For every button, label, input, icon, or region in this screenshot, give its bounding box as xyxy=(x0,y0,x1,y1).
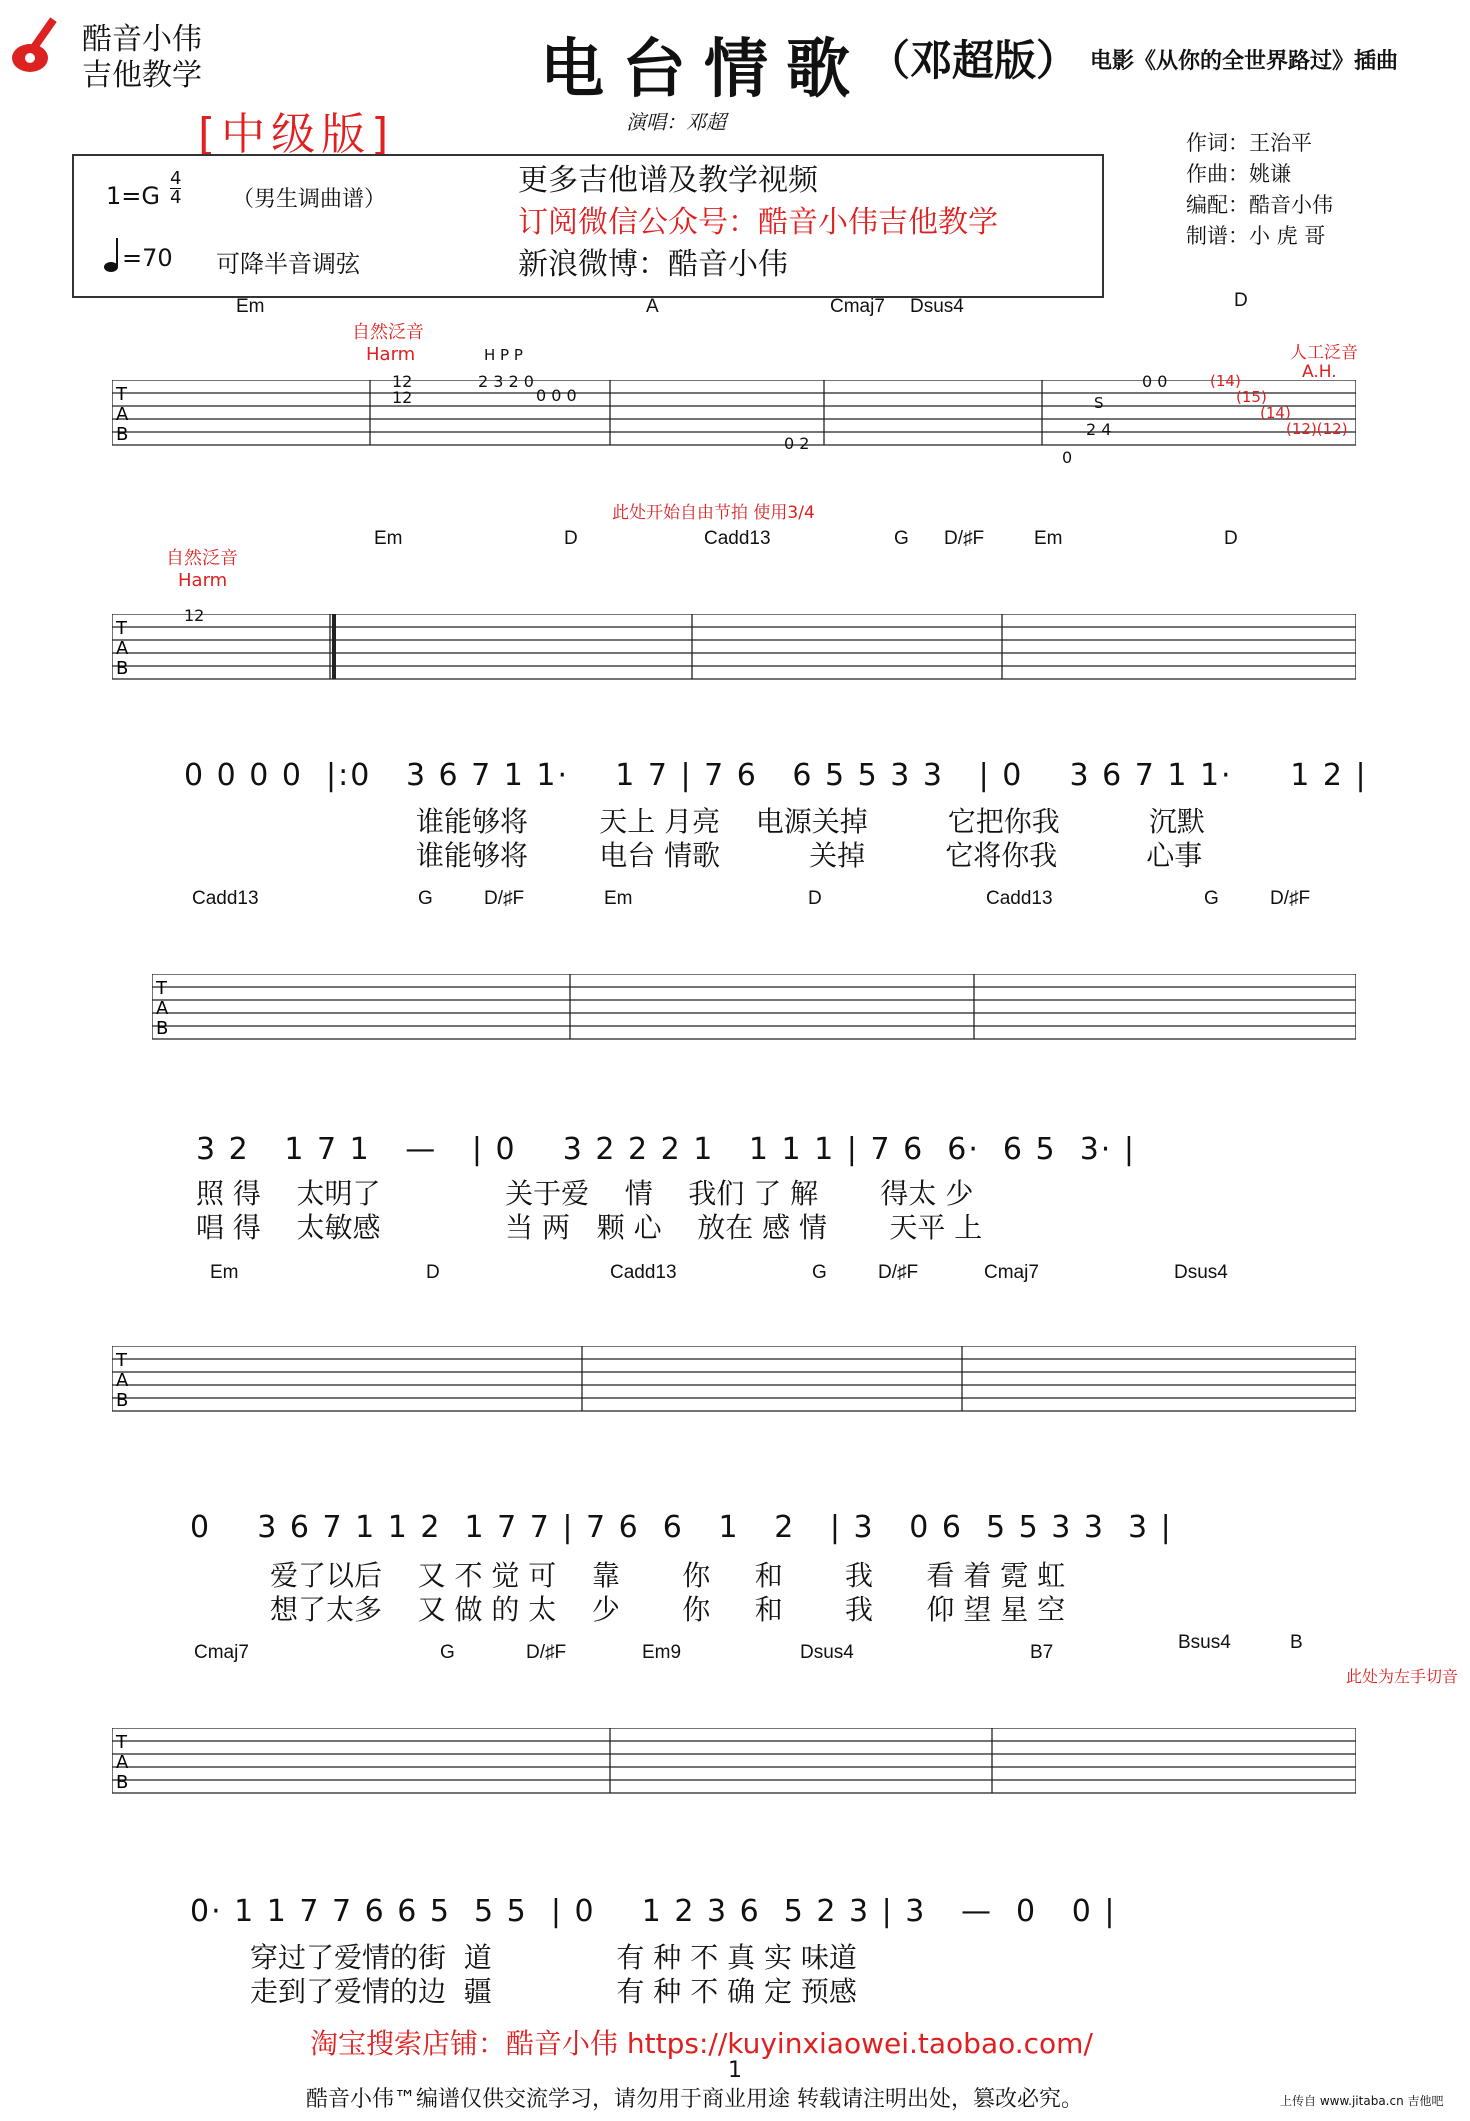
tab-staff xyxy=(112,1346,1356,1426)
chord-name: B xyxy=(1290,1632,1303,1653)
key-note: （男生调曲谱） xyxy=(232,187,387,212)
harmonic-fret: (15) xyxy=(1236,388,1267,406)
promo-weibo: 新浪微博：酷音小伟 xyxy=(518,247,788,282)
time-signature: 4 4 xyxy=(170,168,182,208)
harmonic-fret: (14) xyxy=(1210,372,1241,390)
harm-note-1: 自然泛音 xyxy=(352,322,424,343)
singer-label: 演唱：邓超 xyxy=(626,110,726,134)
chord-name: Cmaj7 xyxy=(984,1262,1039,1283)
lyrics-verse1: 照 得 太明了 关于爱 情 我们 了 解 得太 少 xyxy=(196,1177,974,1210)
tab-fret: 12 xyxy=(392,372,413,391)
page-number: 1 xyxy=(728,2058,742,2083)
tab-slide: S xyxy=(1094,394,1104,412)
harmonic-fret: (12)(12) xyxy=(1286,420,1348,438)
svg-text:B: B xyxy=(116,424,129,445)
transcriber: 制谱：小 虎 哥 xyxy=(1186,224,1326,248)
svg-text:A: A xyxy=(116,1752,129,1773)
chord-name: D/♯F xyxy=(484,888,525,909)
tab-staff xyxy=(112,1728,1356,1808)
chord-name: D/♯F xyxy=(878,1262,919,1283)
jianpu-line: 3 2 1 7 1 — | 0 3 2 2 2 1 1 1 1 | 7 6 6· 6 5 3· | xyxy=(196,1132,1136,1167)
left-mute-note: 此处为左手切音 xyxy=(1346,1667,1459,1686)
tab-staff xyxy=(112,614,1356,694)
chord-name: Em xyxy=(604,888,633,909)
lyrics-verse2: 谁能够将 电台 情歌 关掉 它将你我 心事 xyxy=(416,839,1203,872)
svg-text:B: B xyxy=(116,658,129,679)
lyrics-verse1: 谁能够将 天上 月亮 电源关掉 它把你我 沉默 xyxy=(416,805,1205,838)
lyrics-verse2: 想了太多 又 做 的 太 少 你 和 我 仰 望 星 空 xyxy=(270,1593,1066,1626)
film-note: 电影《从你的全世界路过》插曲 xyxy=(1090,49,1399,74)
free-tempo-note: 此处开始自由节拍 使用3/4 xyxy=(612,503,815,523)
svg-text:B: B xyxy=(116,1390,129,1411)
svg-text:A: A xyxy=(116,1370,129,1391)
harm-label-2: Harm xyxy=(178,570,228,591)
shop-link[interactable]: 淘宝搜索店铺：酷音小伟 https://kuyinxiaowei.taobao.com/ xyxy=(310,2027,1093,2060)
harm-label-1: Harm xyxy=(366,344,416,365)
tab-fret: 2 4 xyxy=(1086,420,1112,439)
chord-name: G xyxy=(1204,888,1219,909)
tab-fret: 12 xyxy=(184,606,205,625)
promo-wechat: 订阅微信公众号：酷音小伟吉他教学 xyxy=(518,205,998,240)
chord-name: D/♯F xyxy=(944,528,985,549)
chord-name: Em xyxy=(374,528,403,549)
chord-name: D/♯F xyxy=(1270,888,1311,909)
hpp-marking: H P P xyxy=(484,346,523,364)
brand-name: 酷音小伟 xyxy=(82,22,202,57)
svg-text:A: A xyxy=(156,998,169,1019)
harm-note-2: 自然泛音 xyxy=(166,548,238,569)
promo-line1: 更多吉他谱及教学视频 xyxy=(518,163,818,198)
chord-name: Bsus4 xyxy=(1178,1632,1231,1653)
chord-name: Dsus4 xyxy=(800,1642,854,1663)
chord-name: Cadd13 xyxy=(610,1262,677,1283)
song-title: 电台情歌 xyxy=(540,32,868,107)
song-version: （邓超版） xyxy=(868,36,1079,85)
svg-text:T: T xyxy=(156,978,167,999)
ah-note: 人工泛音 xyxy=(1290,343,1358,363)
jianpu-line: 0· 1 1 7 7 6 6 5 5 5 | 0 1 2 3 6 5 2 3 | 3 — 0 0 | xyxy=(190,1894,1117,1929)
logo xyxy=(8,8,88,78)
lyrics-verse2: 唱 得 太敏感 当 两 颗 心 放在 感 情 天平 上 xyxy=(196,1211,983,1244)
jianpu-line: 0 0 0 0 |:0 3 6 7 1 1· 1 7 | 7 6 6 5 5 3 3 | 0 3 6 7 1 1· 1 2 | xyxy=(184,758,1368,793)
chord-name: A xyxy=(646,296,659,317)
guitar-logo-icon xyxy=(8,8,88,78)
credits xyxy=(1186,128,1333,252)
chord-name: D xyxy=(426,1262,440,1283)
chord-name: D xyxy=(1224,528,1238,549)
svg-text:A: A xyxy=(116,638,129,659)
tab-fret: 0 xyxy=(1062,448,1073,467)
info-box xyxy=(72,154,1104,298)
chord-name: Em xyxy=(210,1262,239,1283)
chord-name: G xyxy=(812,1262,827,1283)
chord-name: B7 xyxy=(1030,1642,1054,1663)
svg-text:B: B xyxy=(156,1018,169,1039)
svg-text:A: A xyxy=(116,404,129,425)
arranger: 编配：酷音小伟 xyxy=(1186,193,1333,217)
lyrics-verse2: 走到了爱情的边 疆 有 种 不 确 定 预感 xyxy=(250,1975,857,2008)
chord-name: Cadd13 xyxy=(192,888,259,909)
chord-name: Dsus4 xyxy=(1174,1262,1228,1283)
tab-staff xyxy=(152,974,1356,1054)
svg-text:T: T xyxy=(116,618,127,639)
chord-name: D xyxy=(564,528,578,549)
key-signature: 1=G xyxy=(106,182,160,210)
tab-fret: 0 2 xyxy=(784,434,810,453)
chord-name: G xyxy=(418,888,433,909)
chord-name: Cmaj7 xyxy=(194,1642,249,1663)
composer: 作曲：姚谦 xyxy=(1186,162,1291,186)
copyright: 酷音小伟™编谱仅供交流学习，请勿用于商业用途 转载请注明出处，篡改必究。 xyxy=(306,2087,1083,2112)
chord-name: Em9 xyxy=(642,1642,682,1663)
chord-name: Cadd13 xyxy=(986,888,1053,909)
tab-staff xyxy=(112,380,1356,480)
tempo: =70 xyxy=(122,244,173,272)
jianpu-line: 0 3 6 7 1 1 2 1 7 7 | 7 6 6 1 2 | 3 0 6 5 5 3 3 3 | xyxy=(190,1510,1173,1545)
harmonic-fret: (14) xyxy=(1260,404,1291,422)
ah-label: A.H. xyxy=(1302,362,1337,382)
level-label: [中级版] xyxy=(198,109,395,160)
tab-fret: 0 0 xyxy=(1142,372,1168,391)
tab-fret: 12 xyxy=(392,388,413,407)
chord-name: D xyxy=(808,888,822,909)
chord-name: Em xyxy=(236,296,265,317)
chord-name: D xyxy=(1234,290,1248,311)
lyrics-verse1: 爱了以后 又 不 觉 可 靠 你 和 我 看 着 霓 虹 xyxy=(270,1559,1066,1592)
chord-name: D/♯F xyxy=(526,1642,567,1663)
chord-name: G xyxy=(894,528,909,549)
chord-name: Cadd13 xyxy=(704,528,771,549)
tab-fret: 2 3 2 0 xyxy=(478,372,534,391)
chord-name: G xyxy=(440,1642,455,1663)
brand-subtitle: 吉他教学 xyxy=(82,58,202,93)
quarter-note-icon xyxy=(102,236,122,280)
lyrics-verse1: 穿过了爱情的街 道 有 种 不 真 实 味道 xyxy=(250,1941,857,1974)
svg-text:B: B xyxy=(116,1772,129,1793)
chord-name: Cmaj7 xyxy=(830,296,885,317)
svg-text:T: T xyxy=(116,1350,127,1371)
svg-text:T: T xyxy=(116,384,127,405)
chord-name: Dsus4 xyxy=(910,296,964,317)
capo-note: 可降半音调弦 xyxy=(216,250,360,278)
watermark: 上传自 www.jitaba.cn 吉他吧 xyxy=(1280,2094,1444,2108)
chord-name: Em xyxy=(1034,528,1063,549)
tab-fret: 0 0 0 xyxy=(536,386,577,405)
lyricist: 作词：王治平 xyxy=(1186,131,1312,155)
svg-text:T: T xyxy=(116,1732,127,1753)
